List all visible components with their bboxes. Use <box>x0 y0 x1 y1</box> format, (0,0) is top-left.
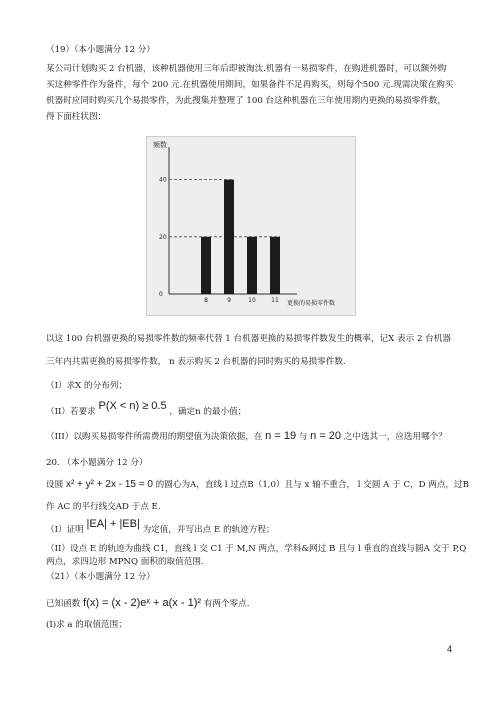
q20-part-2-line-1: （II）设点 E 的轨迹为曲线 C1，直线 l 交 C1 于 M,N 两点，学科&网过 B 且与 l 垂直的直线与圆A 交于 P,Q <box>46 544 467 554</box>
bar-11 <box>270 237 280 294</box>
q20-part-2-line-2: 两点，求四边形 MPNQ 面积的取值范围. <box>46 557 204 567</box>
page-number: 4 <box>446 644 452 654</box>
q19-part-2-formula: P(X < n) ≥ 0.5 <box>98 400 167 412</box>
q19-part-3-formula-1: n = 19 <box>265 430 297 442</box>
q19-paragraph-line-3: 机器时应同时购买几个易损零件，为此搜集并整理了 100 台这种机器在三年使用期内更换的易损零件数， <box>46 96 446 106</box>
q21-line-1-text-b: 有两个零点. <box>203 599 250 609</box>
y-tick-label: 20 <box>159 233 167 241</box>
x-axis-label: 更换的易损零件数 <box>287 300 336 307</box>
q21-line-1 <box>46 598 249 610</box>
q19-part-1: （I）求X 的分布列； <box>46 381 127 391</box>
bar-8 <box>201 237 211 294</box>
q19-probability-line: 以这 100 台机器更换的易损零件数的频率代替 1 台机器更换的易损零件数发生的概率，记X 表示 2 台机器 <box>46 334 451 344</box>
q19-paragraph-line-4: 得下面柱状图： <box>46 112 107 122</box>
y-axis-label: 频数 <box>153 141 167 149</box>
bar-9 <box>224 180 234 294</box>
q20-header: 20. （本小题满分 12 分） <box>46 458 148 468</box>
q20-circle-equation: x² + y² + 2x - 15 = 0 <box>65 479 153 490</box>
q20-line-1-text-b: 的圆心为A，直线 l 过点B（1,0）且与 x 轴不重合， l 交圆 A 于 C，D 两点，过B <box>155 480 469 490</box>
q19-paragraph-line-1: 某公司计划购买 2 台机器，该种机器使用三年后即被淘汰.机器有一易损零件，在购进机器时，可以额外购 <box>46 64 447 74</box>
q19-definition-line: 三年内共需更换的易损零件数， n 表示购买 2 台机器的同时购买的易损零件数. <box>46 357 346 367</box>
q20-part-1-text-a: （I）证明 <box>46 525 84 535</box>
x-tick-label: 9 <box>227 297 231 304</box>
q19-part-3 <box>46 431 447 443</box>
q19-part-2-text-a: （II）若要求 <box>46 407 96 417</box>
x-tick-label: 8 <box>204 297 208 304</box>
x-tick-label: 11 <box>271 297 279 304</box>
y-tick-label: 40 <box>159 176 167 184</box>
q21-part-1: (I)求 a 的取值范围； <box>46 620 127 630</box>
q19-header: （19）（本小题满分 12 分） <box>46 45 155 55</box>
q19-part-2 <box>46 400 247 418</box>
q21-header: （21）（本小题满分 12 分） <box>46 572 155 582</box>
q19-part-3-text-a: （III）以购买易损零件所需费用的期望值为决策依据，在 <box>46 432 263 442</box>
q21-line-1-text-a: 已知函数 <box>46 599 81 609</box>
q19-part-3-text-b: 之中选其一，应选用哪个？ <box>343 432 447 442</box>
q20-line-1 <box>46 479 469 491</box>
q20-part-1-text-b: 为定值，并写出点 E 的轨迹方程； <box>142 525 275 535</box>
q19-part-3-formula-2: n = 20 <box>310 430 342 442</box>
q19-part-3-conjunction: 与 <box>298 432 308 442</box>
q20-part-1-formula: |EA| + |EB| <box>86 518 140 530</box>
q20-part-1 <box>46 518 275 536</box>
x-tick-label: 10 <box>248 297 256 304</box>
q20-line-2: 作 AC 的平行线交AD 于点 E. <box>46 502 161 512</box>
q20-line-1-text-a: 设圆 <box>46 480 64 490</box>
q19-paragraph-line-2: 买这种零件作为备件，每个 200 元.在机器使用期间，如果备件不足再购买，则每个500 元.现需决策在购买 <box>46 80 454 90</box>
bar-10 <box>247 237 257 294</box>
bar-chart-svg <box>147 137 355 315</box>
q19-part-2-text-b: ，确定n 的最小值； <box>169 407 247 417</box>
y-tick-label: 0 <box>159 291 163 298</box>
q21-function-formula: f(x) = (x - 2)eˣ + a(x - 1)² <box>83 597 202 609</box>
bar-chart <box>146 136 356 316</box>
